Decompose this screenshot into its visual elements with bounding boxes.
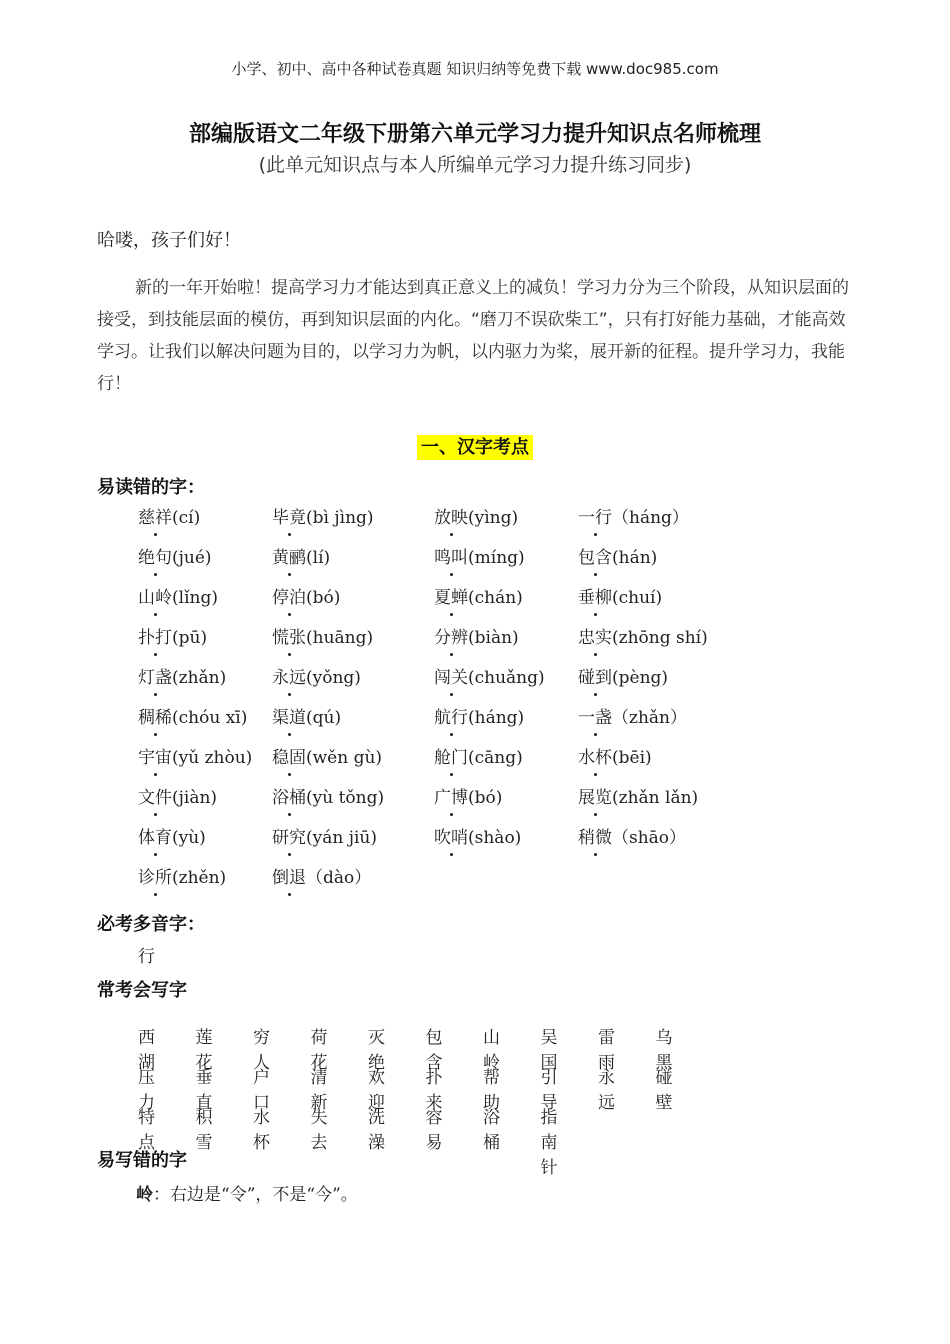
- misread-pinyin: (zhǎn lǎn): [612, 788, 699, 808]
- misread-word: 停泊: [272, 583, 306, 608]
- write-word: 穷人: [253, 1028, 270, 1073]
- misread-pinyin: (pū): [172, 628, 208, 648]
- misread-item: [138, 583, 218, 608]
- misread-item: [138, 863, 226, 888]
- misread-pinyin: (chán): [468, 588, 523, 608]
- document-title: 部编版语文二年级下册第六单元学习力提升知识点名师梳理: [188, 122, 761, 147]
- misread-pinyin: (cāng): [468, 748, 523, 768]
- site-header: 小学、初中、高中各种试卷真题 知识归纳等免费下载 www.doc985.com: [231, 60, 719, 78]
- misread-item: [138, 783, 217, 808]
- misread-item: [434, 823, 521, 848]
- misread-word: 渠道: [272, 703, 306, 728]
- misread-item: [434, 543, 525, 568]
- write-word: 碰壁: [655, 1068, 673, 1113]
- polyphone-label: 必考多音字：: [97, 914, 205, 935]
- write-word: 浴桶: [483, 1108, 500, 1153]
- misread-pinyin: (pèng): [612, 668, 669, 688]
- misread-item: [434, 583, 523, 608]
- write-word: 引导: [540, 1068, 558, 1113]
- misread-item: [272, 863, 371, 888]
- common-write-label: 常考会写字: [97, 980, 187, 1001]
- misread-pinyin: (zhěn): [172, 868, 227, 888]
- misread-item: [272, 743, 382, 768]
- misread-word: 毕竟: [272, 503, 306, 528]
- write-word: 莲花: [195, 1028, 213, 1073]
- misread-pinyin: (hán): [612, 548, 658, 568]
- misread-pinyin: (yǔ zhòu): [172, 748, 253, 768]
- write-word: 帮助: [483, 1068, 500, 1113]
- misread-word: 闯关: [434, 663, 468, 688]
- misread-pinyin: (bó): [306, 588, 341, 608]
- misread-pinyin: （dào）: [306, 868, 372, 888]
- misread-word: 体育: [138, 823, 172, 848]
- misread-item: [272, 583, 340, 608]
- misread-pinyin: (yù tǒng): [306, 788, 385, 808]
- write-word: 西湖: [138, 1028, 155, 1073]
- misread-word: 一行: [578, 503, 612, 528]
- misread-word: 垂柳: [578, 583, 612, 608]
- write-word: 灭绝: [368, 1028, 385, 1073]
- misread-word: 永远: [272, 663, 306, 688]
- misread-word: 文件: [138, 783, 172, 808]
- misread-word: 忠实: [578, 623, 612, 648]
- misread-word: 放映: [434, 503, 468, 528]
- misread-word: 山岭: [138, 583, 172, 608]
- misread-item: [138, 743, 252, 768]
- write-word: 包含: [425, 1028, 443, 1073]
- misread-word: 水杯: [578, 743, 612, 768]
- write-word: 乌黑: [655, 1028, 673, 1073]
- misread-item: [434, 743, 523, 768]
- misread-pinyin: (qú): [306, 708, 342, 728]
- easy-misread-label: 易读错的字：: [97, 477, 205, 498]
- misread-word: 一盏: [578, 703, 612, 728]
- misread-word: 稠稀: [138, 703, 172, 728]
- write-word: 指南针: [540, 1108, 558, 1178]
- misread-word: 诊所: [138, 863, 172, 888]
- polyphone-char: 行: [138, 947, 155, 967]
- misread-item: [578, 703, 687, 728]
- misread-pinyin: (yán jiū): [306, 828, 378, 848]
- misread-word: 慈祥: [138, 503, 172, 528]
- misread-pinyin: (chuǎng): [468, 668, 545, 688]
- misread-word: 稳固: [272, 743, 306, 768]
- misread-pinyin: (huāng): [306, 628, 374, 648]
- misread-pinyin: (zhǎn): [172, 668, 227, 688]
- write-word: 清新: [310, 1068, 328, 1113]
- misread-item: [272, 503, 374, 528]
- misread-pinyin: (wěn gù): [306, 748, 383, 768]
- misread-item: [138, 503, 200, 528]
- write-word: 荷花: [310, 1028, 328, 1073]
- misread-word: 扑打: [138, 623, 172, 648]
- misread-item: [272, 663, 361, 688]
- misread-word: 宇宙: [138, 743, 172, 768]
- misread-word: 包含: [578, 543, 612, 568]
- misread-word: 碰到: [578, 663, 612, 688]
- misread-item: [578, 583, 662, 608]
- misread-word: 倒退: [272, 863, 306, 888]
- misread-pinyin: (shào): [468, 828, 522, 848]
- misread-item: [578, 623, 708, 648]
- misread-pinyin: (chuí): [612, 588, 663, 608]
- misread-pinyin: (lǐng): [172, 588, 218, 608]
- misread-pinyin: (lí): [306, 548, 331, 568]
- misread-pinyin: (háng): [468, 708, 525, 728]
- misread-item: [272, 783, 384, 808]
- write-word: 雷雨: [598, 1028, 615, 1073]
- misread-word: 研究: [272, 823, 306, 848]
- misread-item: [578, 663, 668, 688]
- greeting: 哈喽，孩子们好！: [97, 230, 241, 251]
- write-word: 失去: [310, 1108, 328, 1153]
- misread-item: [272, 823, 377, 848]
- write-word: 山岭: [483, 1028, 500, 1073]
- write-word: 扑来: [425, 1068, 443, 1113]
- misread-item: [138, 663, 226, 688]
- misread-word: 舱门: [434, 743, 468, 768]
- write-word: 容易: [425, 1108, 443, 1153]
- misread-item: [272, 543, 330, 568]
- misread-item: [578, 783, 698, 808]
- easy-miswrite-label: 易写错的字: [97, 1150, 187, 1171]
- misread-word: 灯盏: [138, 663, 172, 688]
- misread-pinyin: （zhǎn）: [612, 708, 687, 728]
- misread-item: [138, 623, 207, 648]
- misread-item: [434, 703, 524, 728]
- misread-item: [578, 743, 652, 768]
- misread-item: [272, 623, 373, 648]
- misread-pinyin: （háng）: [612, 508, 689, 528]
- misread-pinyin: (yù): [172, 828, 206, 848]
- section-heading-text: 一、汉字考点: [417, 435, 533, 460]
- write-word: 水杯: [253, 1108, 270, 1153]
- misread-word: 航行: [434, 703, 468, 728]
- misread-item: [434, 503, 518, 528]
- misread-pinyin: (biàn): [468, 628, 519, 648]
- misread-item: [434, 623, 519, 648]
- write-word: 特点: [138, 1108, 155, 1153]
- misread-word: 夏蝉: [434, 583, 468, 608]
- misread-item: [578, 543, 657, 568]
- miswrite-note: [136, 1180, 358, 1205]
- write-word: 垂直: [195, 1068, 213, 1113]
- misread-pinyin: (yǒng): [306, 668, 361, 688]
- misread-pinyin: （shāo）: [612, 828, 687, 848]
- write-word: 永远: [598, 1068, 615, 1113]
- misread-word: 吹哨: [434, 823, 468, 848]
- section-heading: [0, 433, 950, 459]
- write-word: 户口: [253, 1068, 270, 1113]
- write-word: 吴国: [540, 1028, 558, 1073]
- misread-pinyin: (yìng): [468, 508, 519, 528]
- misread-item: [138, 703, 247, 728]
- miswrite-char: 岭: [136, 1185, 153, 1205]
- misread-item: [578, 823, 686, 848]
- misread-word: 展览: [578, 783, 612, 808]
- document-subtitle: (此单元知识点与本人所编单元学习力提升练习同步): [258, 154, 692, 176]
- misread-item: [138, 823, 206, 848]
- misread-word: 绝句: [138, 543, 172, 568]
- misread-pinyin: (jué): [172, 548, 212, 568]
- intro-paragraph: 新的一年开始啦！提高学习力才能达到真正意义上的减负！学习力分为三个阶段，从知识层面的接受，到技能层面的模仿，再到知识层面的内化。“磨刀不误砍柴工”，只有打好能力基础，才能高效学习。让我们以解决问题为目的，以学习力为帆，以内驱力为桨，展开新的征程。提升学习力，我能行！: [97, 278, 849, 394]
- misread-pinyin: (jiàn): [172, 788, 218, 808]
- misread-word: 浴桶: [272, 783, 306, 808]
- misread-pinyin: (chóu xī): [172, 708, 248, 728]
- misread-item: [272, 703, 341, 728]
- misread-item: [434, 783, 502, 808]
- write-word: 洗澡: [368, 1108, 385, 1153]
- misread-word: 鸣叫: [434, 543, 468, 568]
- misread-word: 分辨: [434, 623, 468, 648]
- write-word: 压力: [138, 1068, 155, 1113]
- misread-word: 黄鹂: [272, 543, 306, 568]
- write-word: 积雪: [195, 1108, 213, 1153]
- misread-pinyin: (bì jìng): [306, 508, 374, 528]
- misread-pinyin: (zhōng shí): [612, 628, 708, 648]
- misread-pinyin: (bó): [468, 788, 503, 808]
- misread-item: [138, 543, 212, 568]
- misread-pinyin: (míng): [468, 548, 525, 568]
- write-word: 欢迎: [368, 1068, 385, 1113]
- misread-word: 广博: [434, 783, 468, 808]
- misread-word: 稍微: [578, 823, 612, 848]
- misread-item: [434, 663, 545, 688]
- misread-pinyin: (cí): [172, 508, 201, 528]
- misread-word: 慌张: [272, 623, 306, 648]
- misread-item: [578, 503, 689, 528]
- misread-pinyin: (bēi): [612, 748, 652, 768]
- miswrite-text: ：右边是“令”，不是“今”。: [153, 1185, 358, 1205]
